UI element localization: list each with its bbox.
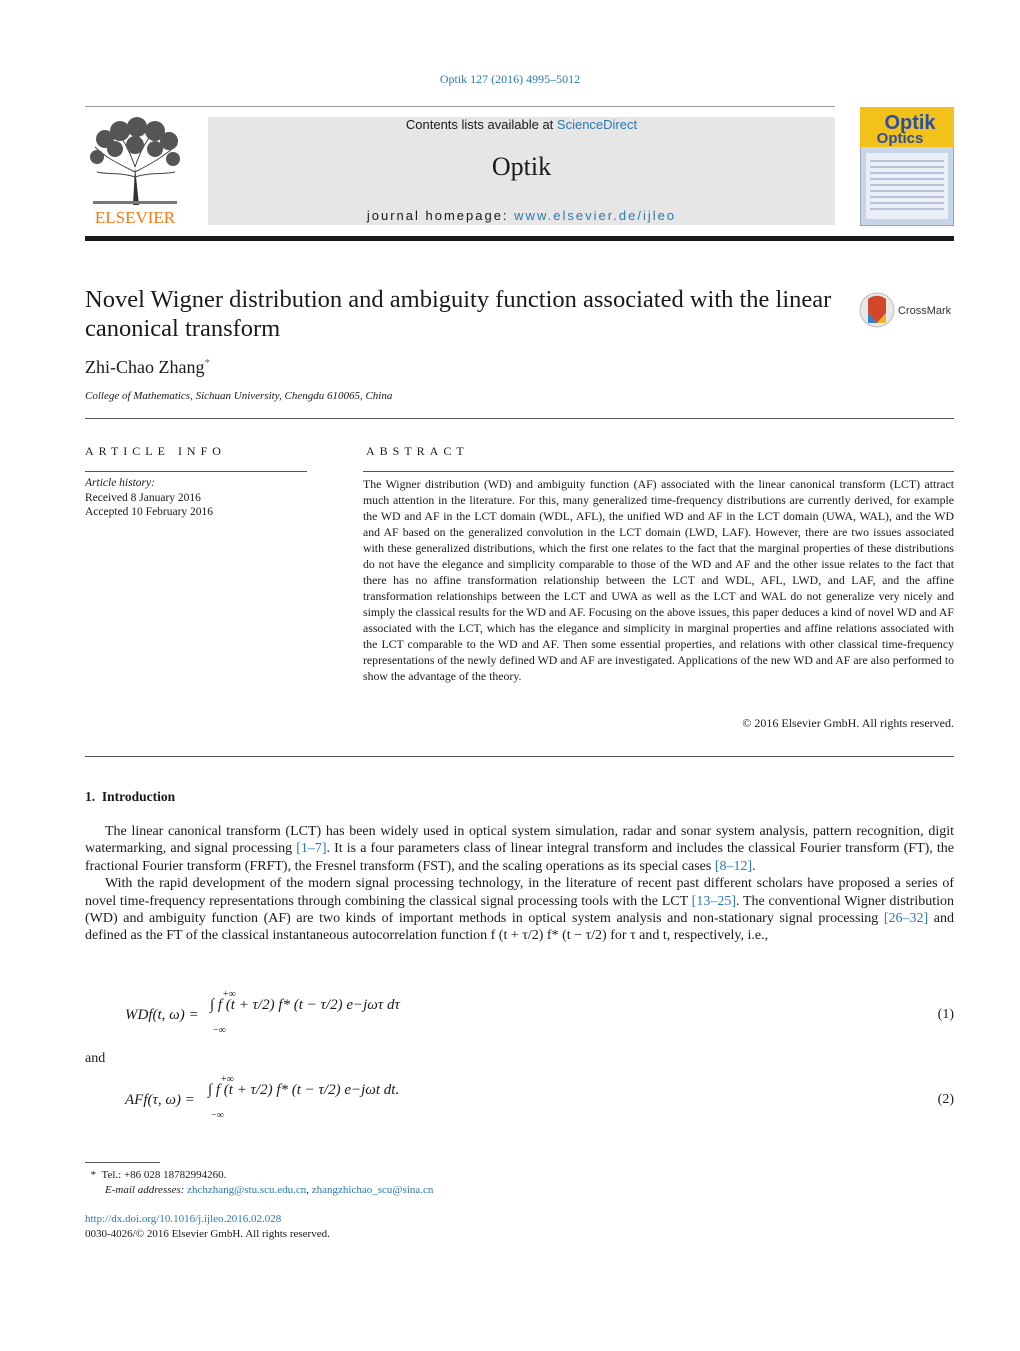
- author-affiliation: College of Mathematics, Sichuan University, Chengdu 610065, China: [85, 390, 393, 402]
- eq2-rhs: ∫ f (t + τ/2) f* (t − τ/2) e−jωt dt.: [208, 1082, 400, 1098]
- article-info-rule: [85, 471, 307, 472]
- equation-2: [120, 1074, 954, 1128]
- p2-text-a: With the rapid development of the modern signal processing technology, in the literature of recent past different scholars have proposed a series of novel time-frequency representations through combining the classical signal processing tools with the LCT: [85, 876, 954, 909]
- footnote-tel: * Tel.: +86 028 18782994260.: [85, 1169, 227, 1181]
- eq2-upper-limit: +∞: [221, 1074, 234, 1085]
- reference-link-1-7[interactable]: [1–7]: [296, 841, 327, 857]
- abstract-rule: [363, 471, 954, 472]
- equation-1: [120, 989, 954, 1043]
- homepage-prefix: journal homepage:: [366, 208, 515, 223]
- article-info-heading: ARTICLE INFO: [85, 444, 226, 458]
- eq2-lhs: AFf(τ, ω) =: [125, 1092, 195, 1108]
- reference-link-8-12[interactable]: [8–12]: [714, 858, 753, 874]
- eq1-upper-limit: +∞: [223, 989, 236, 1000]
- email-link-2[interactable]: zhangzhichao_scu@sina.cn: [311, 1184, 434, 1196]
- p1-text-b: . It is a four parameters class of linear integral transform and includes the classical Fourier transform (FT), the fractional Fourier transform (FRFT), the Fresnel transform (FST), and the scaling operations as its special cases: [85, 841, 954, 874]
- section-number: 1.: [85, 789, 96, 804]
- contents-prefix: Contents lists available at: [405, 117, 557, 132]
- issn-line: 0030-4026/© 2016 Elsevier GmbH. All rights reserved.: [85, 1228, 330, 1240]
- eq1-lower-limit: −∞: [213, 1025, 226, 1036]
- crossmark-label: CrossMark: [898, 305, 952, 317]
- footnote-rule: [85, 1162, 160, 1163]
- author-text: Zhi-Chao Zhang: [85, 357, 205, 377]
- author-footnote-marker[interactable]: *: [204, 357, 210, 369]
- tel-text: Tel.: +86 028 18782994260.: [101, 1169, 227, 1181]
- abstract-copyright: © 2016 Elsevier GmbH. All rights reserved.: [742, 716, 954, 730]
- accepted-date: Accepted 10 February 2016: [85, 506, 214, 518]
- journal-citation[interactable]: Optik 127 (2016) 4995–5012: [439, 72, 581, 86]
- connector-and: and: [85, 1051, 106, 1066]
- crossmark-icon: [858, 291, 958, 331]
- section-heading: [85, 789, 175, 805]
- cover-subtitle: Optics: [876, 130, 924, 147]
- p2-text-b: . The conventional Wigner distribution (WD) and ambiguity function (AF) are two kinds of important methods in optical system analysis and non-stationary signal processing: [85, 893, 954, 927]
- cover-wordmark: Optik: [884, 112, 936, 134]
- paragraph-1: [85, 823, 954, 875]
- journal-homepage-link[interactable]: www.elsevier.de/ijleo: [514, 208, 677, 223]
- sciencedirect-link[interactable]: ScienceDirect: [556, 117, 638, 132]
- received-date: Received 8 January 2016: [85, 491, 201, 504]
- footnote-emails: E-mail addresses: zhchzhang@stu.scu.edu.cn, zhangzhichao_scu@sina.cn: [105, 1184, 434, 1196]
- elsevier-logo: [85, 117, 185, 225]
- abstract-heading: ABSTRACT: [366, 444, 469, 458]
- contents-line: [208, 117, 835, 132]
- reference-link-26-32[interactable]: [26–32]: [883, 911, 929, 927]
- crossmark-button[interactable]: [858, 291, 958, 331]
- eq2-lower-limit: −∞: [211, 1110, 224, 1121]
- eq1-number: (1): [937, 1007, 954, 1022]
- email-label: E-mail addresses:: [105, 1184, 185, 1196]
- doi-link[interactable]: http://dx.doi.org/10.1016/j.ijleo.2016.02.028: [85, 1213, 282, 1225]
- header-thick-rule: [85, 236, 954, 241]
- abstract-text: The Wigner distribution (WD) and ambiguity function (AF) associated with the linear canonical transform (LCT) attract much attention in the literature. For this, many generalized time-frequency distributions are currently derived, for example the WD and AF in the LCT domain (WDL, AFL), the unified WD and AF in the LCT domain (UWA, WAL), and the WD and AF based on the generalized convolution in the LCT domain (LWD, LAF). However, there are two issues associated with these generalized distributions, which the first one relates to the fact that the marginal properties of these distributions do not have the elegance and simplicity comparable to those of the WD and AF and the other issue relates to the fact that there has no affine transformation relationship between the LCT and WDL, AFL, LWD, and LAF, and the affine transformation relationships between the LCT and UWA as well as the LCT and WAL do not generalize very nicely and simply the classical results for the WD and AF. Focusing on the above issues, this paper deduces a kind of novel WD and AF associated with the LCT, which has the elegance and simplicity in marginal properties and affine relations associated with the LCT comparable to the WD and AF. Then some essential properties, and relations with other classical time-frequency representations of the newly defined WD and AF are investigated. Applications of the new WD and AF are also performed to show the advantage of the theory.: [363, 477, 954, 683]
- elsevier-wordmark: ELSEVIER: [94, 208, 176, 225]
- eq1-lhs: WDf(t, ω) =: [125, 1007, 199, 1023]
- journal-cover-thumbnail: [860, 107, 954, 226]
- footnotes: [85, 1168, 433, 1198]
- paper-title: Novel Wigner distribution and ambiguity function associated with the linear canonical transform: [85, 286, 832, 342]
- header-top-rule: [85, 106, 835, 107]
- eq1-rhs: ∫ f (t + τ/2) f* (t − τ/2) e−jωτ dτ: [210, 997, 400, 1013]
- elsevier-tree-icon: [85, 117, 185, 225]
- reference-link-13-25[interactable]: [13–25]: [691, 893, 736, 909]
- article-history: [85, 476, 213, 520]
- abstract-end-rule: [85, 756, 954, 757]
- journal-title: Optik: [491, 152, 552, 181]
- affiliation-rule: [85, 418, 954, 419]
- section-title: Introduction: [101, 789, 176, 804]
- history-label: Article history:: [85, 477, 155, 489]
- p1-text-c: .: [752, 858, 756, 874]
- email-link-1[interactable]: zhchzhang@stu.scu.edu.cn: [187, 1184, 307, 1196]
- p1-text-a: The linear canonical transform (LCT) has been widely used in optical system simulation, radar and sonar system analysis, pattern recognition, digit watermarking, and signal processing: [85, 824, 954, 857]
- paragraph-2: [85, 875, 954, 945]
- eq2-number: (2): [937, 1092, 954, 1107]
- author-name: [85, 357, 210, 378]
- journal-cover[interactable]: [860, 107, 954, 226]
- doi-block: [85, 1212, 330, 1242]
- body-text: [85, 823, 954, 945]
- p2-text-c: and defined as the FT of the classical instantaneous autocorrelation function f (t + τ/2) f* (t − τ/2) for τ and t, respectively, i.e.,: [85, 911, 954, 944]
- journal-homepage-line: [208, 208, 835, 223]
